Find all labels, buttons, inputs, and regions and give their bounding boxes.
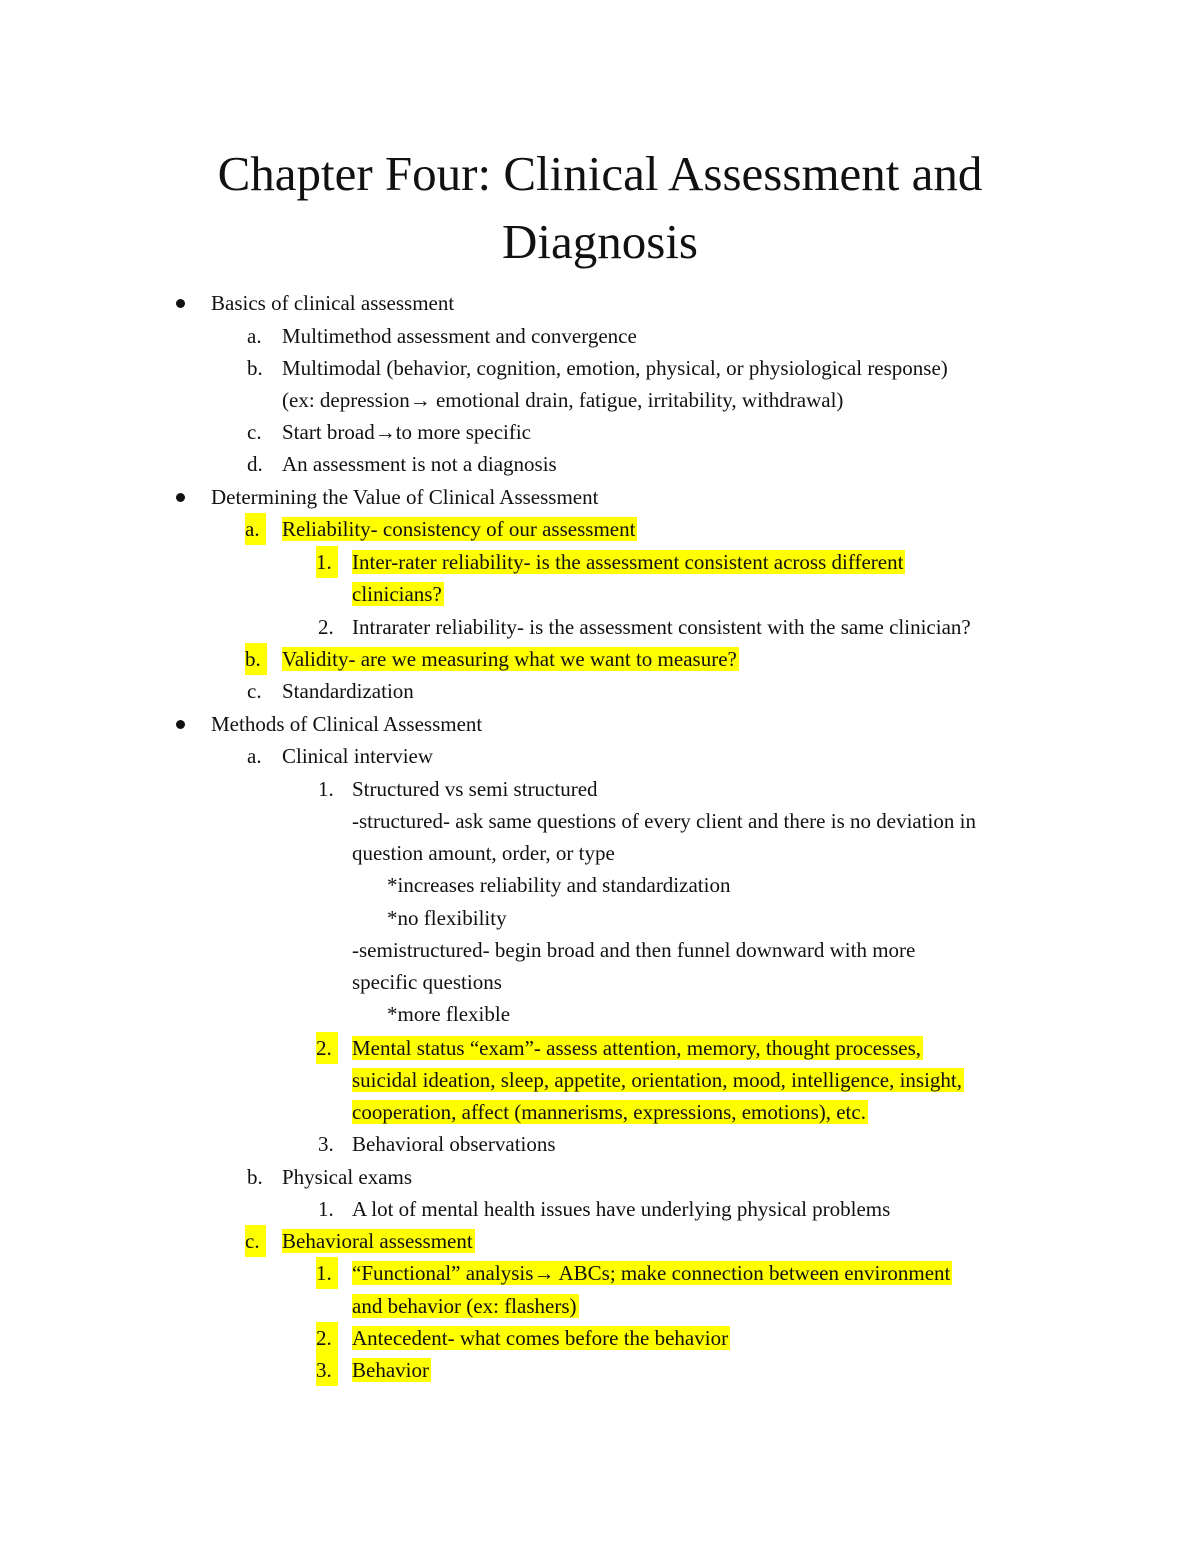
highlighted-text: Behavior: [352, 1358, 429, 1382]
section-heading: Basics of clinical assessment: [211, 291, 455, 315]
sublist-marker-highlighted: 1.: [316, 546, 338, 578]
highlighted-text: Validity- are we measuring what we want to measure?: [282, 647, 737, 671]
note-line: question amount, order, or type: [352, 841, 615, 865]
highlighted-text: Reliability- consistency of our assessment: [282, 517, 636, 541]
section-heading: Methods of Clinical Assessment: [211, 712, 483, 736]
sublist-item: A lot of mental health issues have underlying physical problems: [352, 1197, 891, 1221]
highlighted-text: Behavioral assessment: [282, 1229, 473, 1253]
list-marker: b.: [247, 1165, 263, 1189]
list-marker: a.: [247, 324, 262, 348]
sublist-item-highlighted: [352, 1354, 431, 1386]
sublist-item-continuation: [352, 1290, 579, 1322]
sublist-item-highlighted: [352, 1322, 730, 1354]
page-title: [150, 140, 1050, 276]
title-line-2: Diagnosis: [502, 214, 698, 269]
list-marker-highlighted: a.: [245, 513, 266, 545]
highlighted-text: and behavior (ex: flashers): [352, 1294, 577, 1318]
highlighted-text: “Functional” analysis→ ABCs; make connection between environment: [352, 1261, 951, 1285]
list-item: An assessment is not a diagnosis: [282, 452, 557, 476]
list-item-highlighted: [282, 513, 637, 545]
highlighted-text: suicidal ideation, sleep, appetite, orientation, mood, intelligence, insight,: [352, 1068, 963, 1092]
highlighted-text: Antecedent- what comes before the behavior: [352, 1326, 729, 1350]
highlighted-text: cooperation, affect (mannerisms, expressions, emotions), etc.: [352, 1100, 866, 1124]
sublist-marker-highlighted: 1.: [316, 1257, 338, 1289]
note-line: *no flexibility: [387, 906, 507, 930]
list-marker: b.: [247, 356, 263, 380]
sublist-marker-highlighted: 3.: [316, 1354, 338, 1386]
list-marker: c.: [247, 679, 262, 703]
list-item: Multimethod assessment and convergence: [282, 324, 637, 348]
highlighted-text: Mental status “exam”- assess attention, memory, thought processes,: [352, 1036, 921, 1060]
sublist-item-continuation: [352, 578, 444, 610]
note-line: specific questions: [352, 970, 502, 994]
sublist-item-highlighted: [352, 546, 905, 578]
sublist-item-continuation: [352, 1064, 964, 1096]
list-item-highlighted: [282, 1225, 475, 1257]
list-item: Clinical interview: [282, 744, 434, 768]
section-heading: Determining the Value of Clinical Assessment: [211, 485, 599, 509]
title-line-1: Chapter Four: Clinical Assessment and: [217, 146, 983, 201]
sublist-marker: 1.: [318, 777, 334, 801]
sublist-marker-highlighted: 2.: [316, 1032, 338, 1064]
highlighted-text: clinicians?: [352, 582, 442, 606]
list-item: Multimodal (behavior, cognition, emotion, physical, or physiological response): [282, 356, 948, 380]
sublist-item: Behavioral observations: [352, 1132, 556, 1156]
list-marker: a.: [247, 744, 262, 768]
bullet-icon: [176, 493, 185, 502]
list-marker: c.: [247, 420, 262, 444]
sublist-item-highlighted: [352, 1257, 952, 1289]
list-item: Start broad→to more specific: [282, 420, 532, 444]
note-line: *more flexible: [387, 1002, 511, 1026]
list-item: Standardization: [282, 679, 414, 703]
sublist-item-continuation: [352, 1096, 868, 1128]
note-line: -structured- ask same questions of every client and there is no deviation in: [352, 809, 976, 833]
highlighted-text: Inter-rater reliability- is the assessment consistent across different: [352, 550, 904, 574]
bullet-icon: [176, 720, 185, 729]
list-marker: d.: [247, 452, 263, 476]
list-item-highlighted: [282, 643, 739, 675]
sublist-marker-highlighted: 2.: [316, 1322, 338, 1354]
note-line: *increases reliability and standardization: [387, 873, 731, 897]
list-item-continuation: (ex: depression→ emotional drain, fatigue, irritability, withdrawal): [282, 388, 844, 412]
list-marker-highlighted: b.: [245, 643, 267, 675]
sublist-item-highlighted: [352, 1032, 923, 1064]
list-marker-highlighted: c.: [245, 1225, 266, 1257]
list-item: Physical exams: [282, 1165, 413, 1189]
bullet-icon: [176, 299, 185, 308]
sublist-item: Structured vs semi structured: [352, 777, 598, 801]
sublist-item: Intrarater reliability- is the assessment consistent with the same clinician?: [352, 615, 971, 639]
sublist-marker: 1.: [318, 1197, 334, 1221]
sublist-marker: 3.: [318, 1132, 334, 1156]
note-line: -semistructured- begin broad and then funnel downward with more: [352, 938, 916, 962]
sublist-marker: 2.: [318, 615, 334, 639]
